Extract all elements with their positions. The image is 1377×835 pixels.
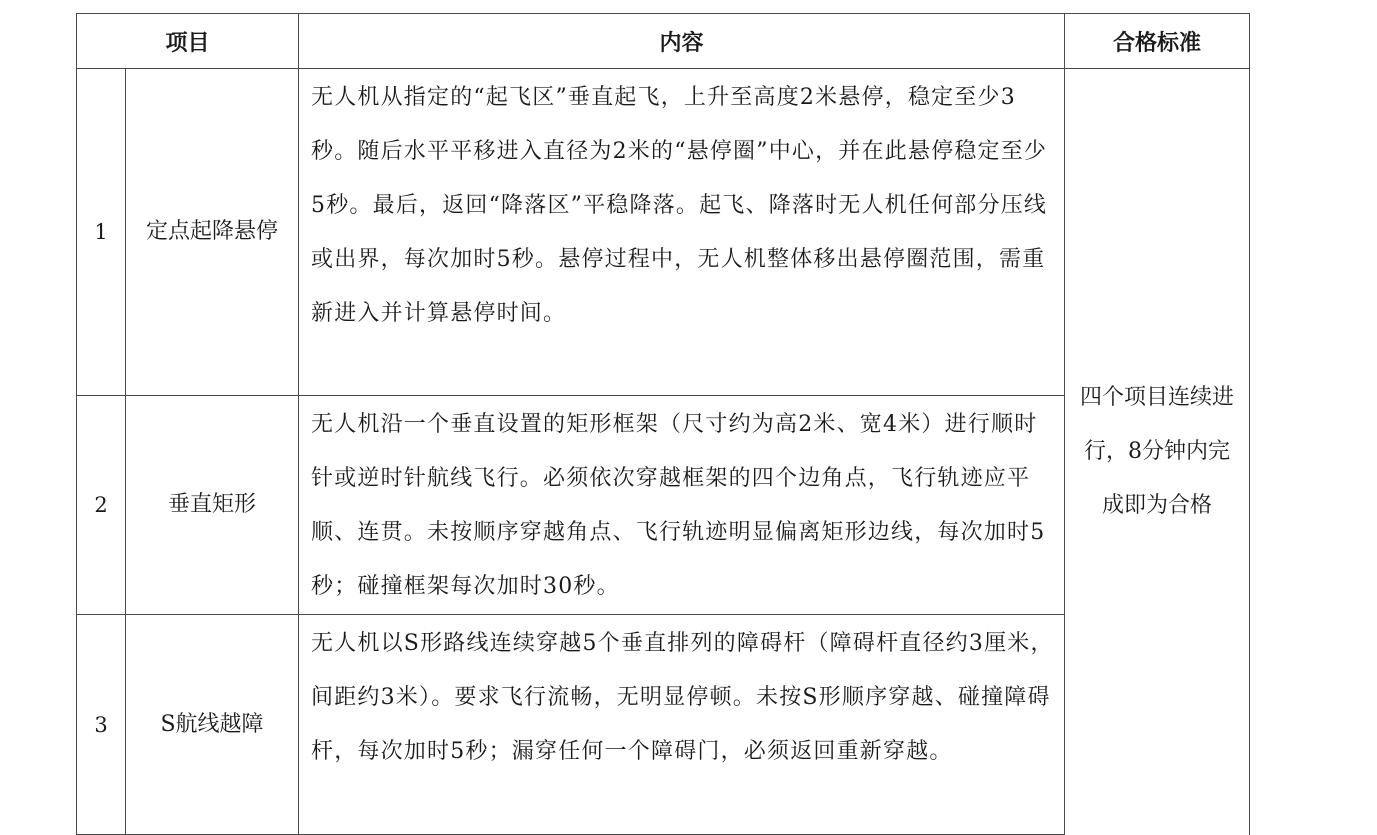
header-content: 内容 <box>299 14 1065 69</box>
item-content: 无人机从指定的“起飞区”垂直起飞，上升至高度2米悬停，稳定至少3秒。随后水平平移进入直径为2米的“悬停圈”中心，并在此悬停稳定至少5秒。最后，返回“降落区”平稳降落。起飞、降落时无人机任何部分压线或出界，每次加时5秒。悬停过程中，无人机整体移出悬停圈范围，需重新进入并计算悬停时间。 <box>299 69 1065 396</box>
pass-standard: 四个项目连续进行，8分钟内完成即为合格 <box>1065 69 1250 835</box>
criteria-table <box>76 13 1250 835</box>
row-number: 3 <box>77 615 126 835</box>
header-standard: 合格标准 <box>1065 14 1250 69</box>
item-content: 无人机以S形路线连续穿越5个垂直排列的障碍杆（障碍杆直径约3厘米，间距约3米）。要求飞行流畅，无明显停顿。未按S形顺序穿越、碰撞障碍杆，每次加时5秒；漏穿任何一个障碍门，必须返回重新穿越。 <box>299 615 1065 835</box>
header-row <box>77 14 1250 69</box>
row-number: 2 <box>77 396 126 615</box>
table-row <box>77 69 1250 396</box>
item-name: 垂直矩形 <box>126 396 299 615</box>
header-item: 项目 <box>77 14 299 69</box>
item-content: 无人机沿一个垂直设置的矩形框架（尺寸约为高2米、宽4米）进行顺时针或逆时针航线飞行。必须依次穿越框架的四个边角点，飞行轨迹应平顺、连贯。未按顺序穿越角点、飞行轨迹明显偏离矩形边线，每次加时5秒；碰撞框架每次加时30秒。 <box>299 396 1065 615</box>
item-name: 定点起降悬停 <box>126 69 299 396</box>
row-number: 1 <box>77 69 126 396</box>
item-name: S航线越障 <box>126 615 299 835</box>
